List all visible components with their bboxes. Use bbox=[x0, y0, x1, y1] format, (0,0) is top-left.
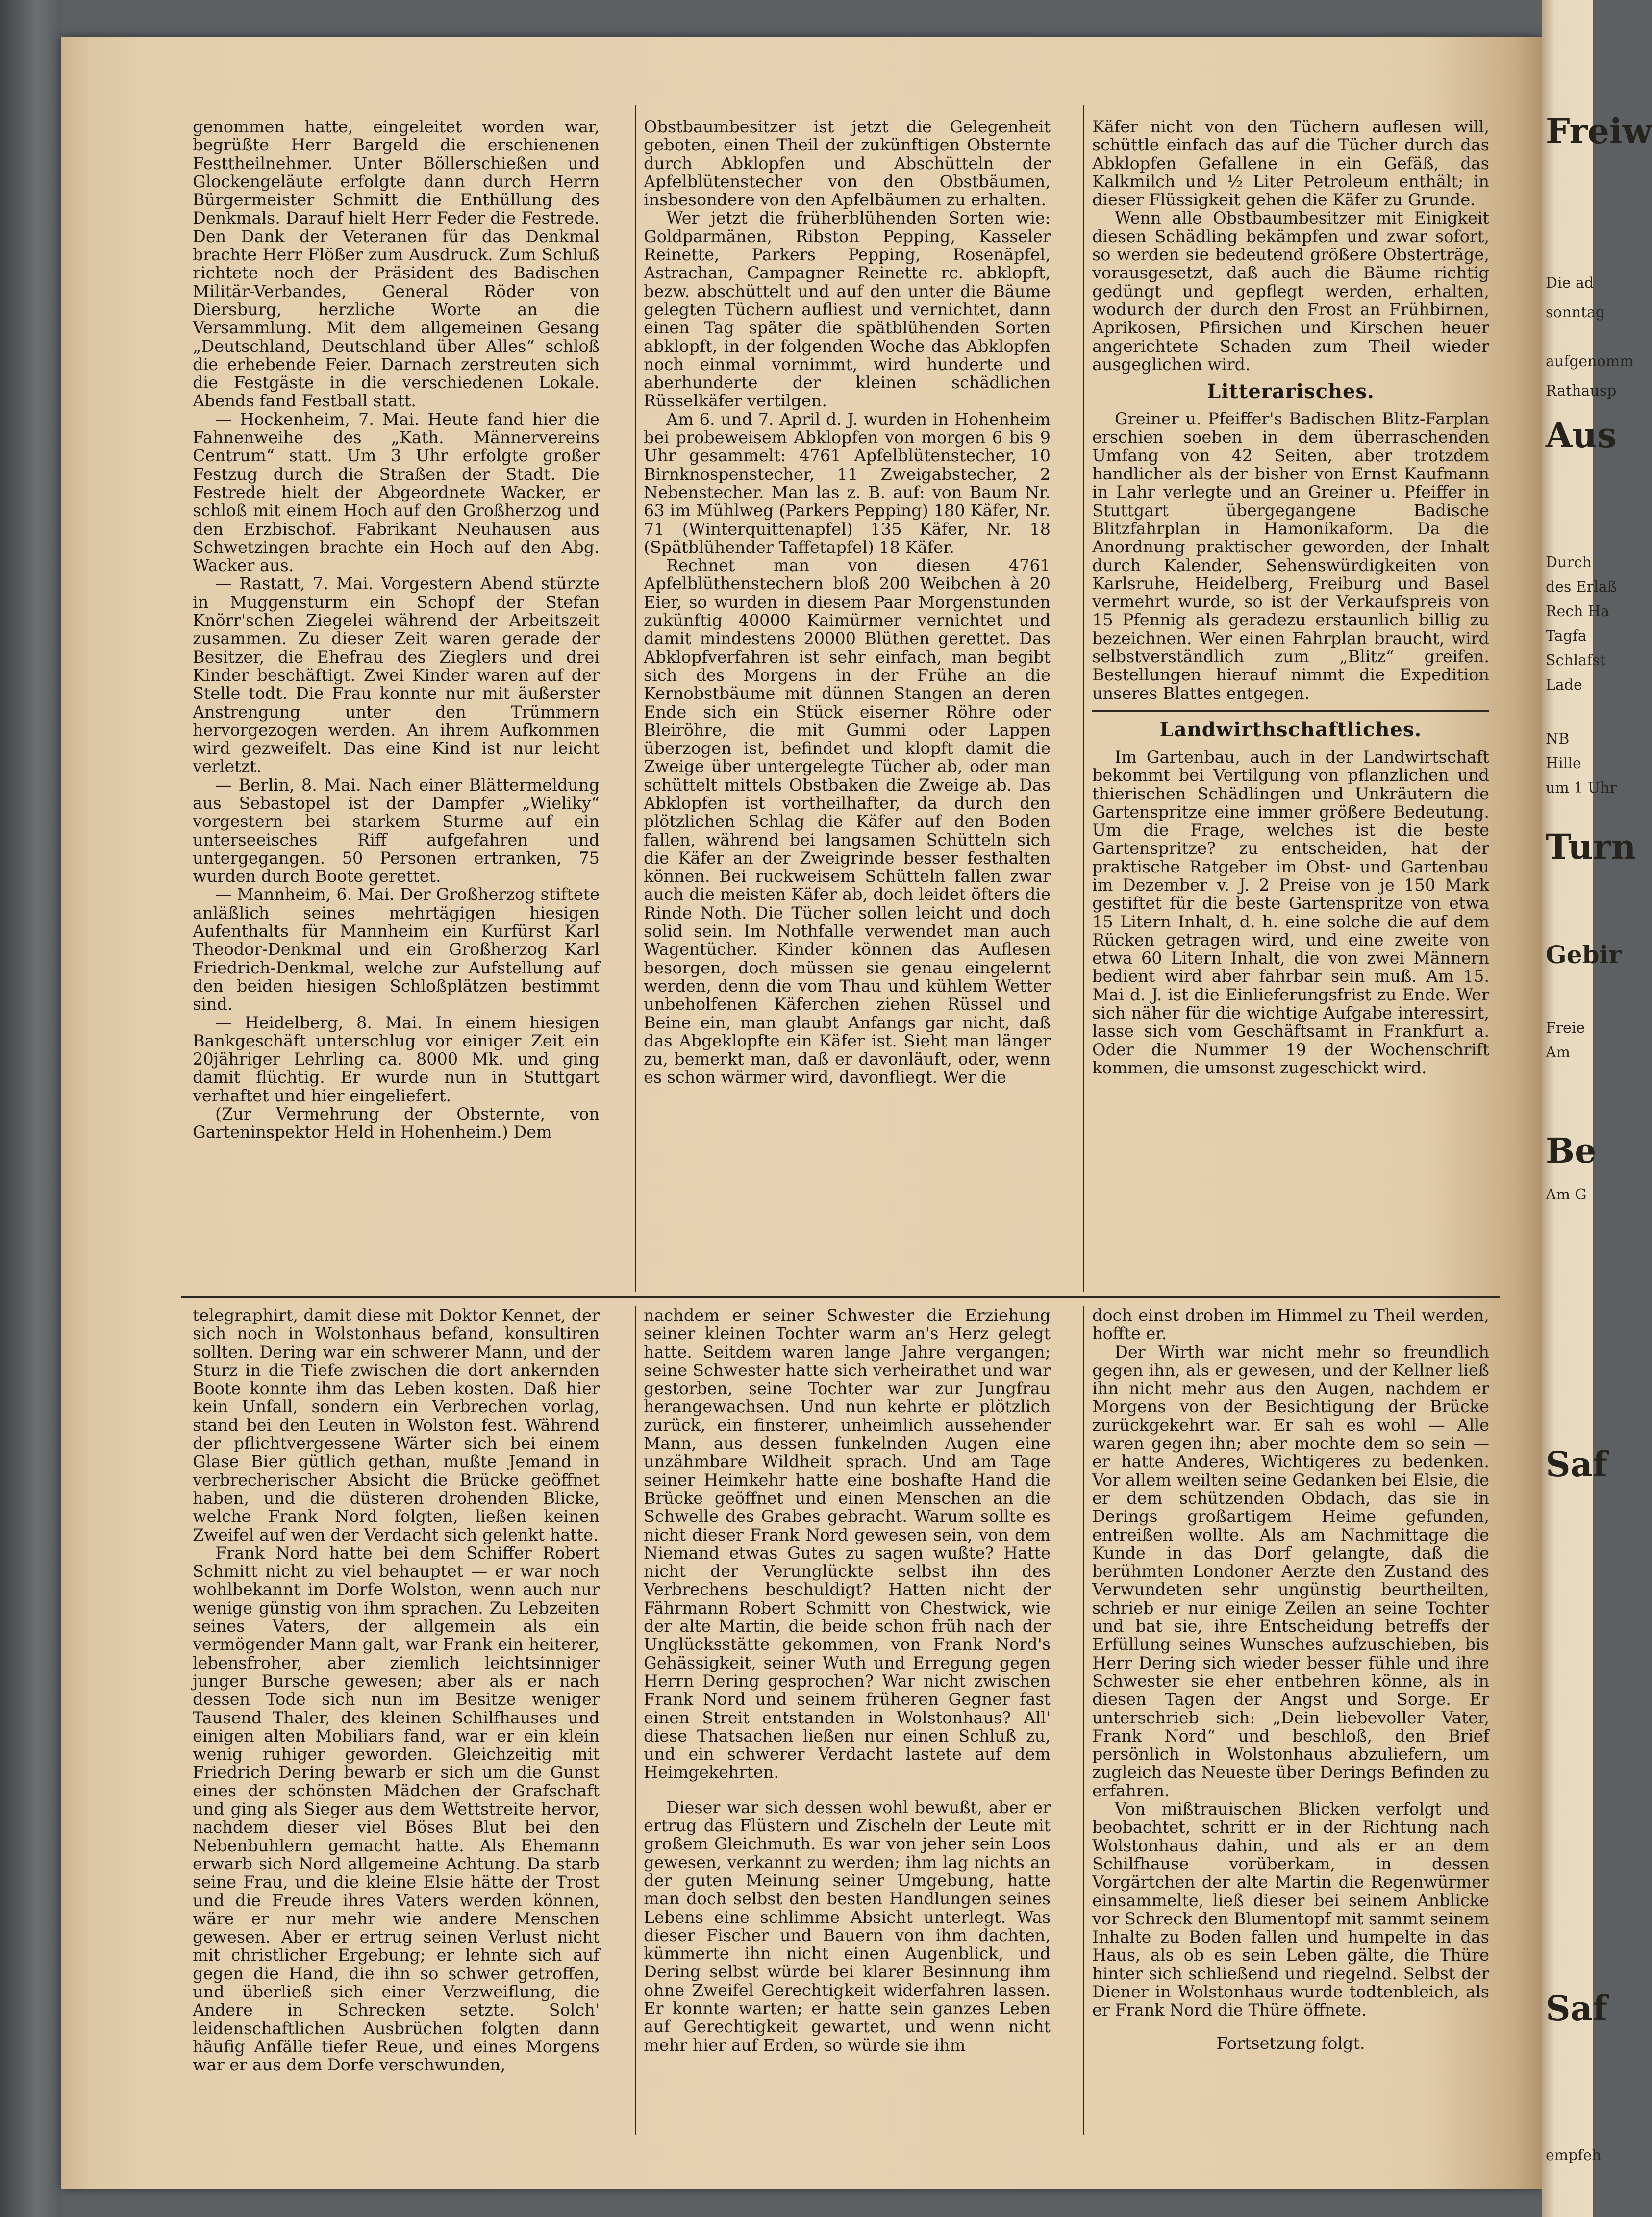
newspaper-page bbox=[61, 37, 1542, 2189]
top-col1-para: — Hockenheim, 7. Mai. Heute fand hier die Fahnenweihe des „Kath. Männervereins Centrum“ statt. Um 3 Uhr erfolgte großer Festzug durch die Straßen der Stadt. Die Festrede hielt der Abgeordnete Wacker, er schloß mit einem Hoch auf den Großherzog und den Erzbischof. Fabrikant Neuhausen aus Schwetzingen brachte ein Hoch auf den Abg. Wacker aus. bbox=[193, 409, 600, 575]
top-col2-para: Obstbaumbesitzer ist jetzt die Gelegenheit geboten, einen Theil der zukünftigen Obsternte durch Abklopfen und Abschütteln der Apfelblütenstecher von den Obstbäumen, insbesondere von den Apfelbäumen zu erhalten. bbox=[644, 117, 1051, 210]
next-page-fragment: Tagfa bbox=[1546, 627, 1587, 645]
next-page-fragment: Freiw bbox=[1546, 111, 1652, 151]
top-col2-para: Rechnet man von diesen 4761 Apfelblüthenstechern bloß 200 Weibchen à 20 Eier, so wurden in diesem Paar Morgenstunden zukünftig 40000 Kaimürmer vernichtet und damit mindestens 20000 Blüthen gerettet. Das Abklopfverfahren ist sehr einfach, man begibt sich des Morgens in der Frühe an die Kernobstbäume mit dünnen Stangen an deren Ende sich ein Stück eiserner Röhre oder Bleiröhre, die mit Gummi oder Lappen überzogen ist, befindet und klopft damit die Zweige über untergelegte Tücher ab, oder man schüttelt mittels Obstbaken die Zweige ab. Das Abklopfen ist vortheilhafter, da durch den plötzlichen Schlag die Käfer auf den Boden fallen, während bei langsamen Schütteln sich die Käfer an der Zweigrinde besser festhalten können. Bei ruckweisem Schütteln fallen zwar auch die meisten Käfer ab, doch leidet öfters die Rinde Noth. Die Tücher sollen leicht und doch solid sein. Im Nothfalle verwendet man auch Wagentücher. Kinder können das Auflesen besorgen, doch müssen sie genau eingelernt werden, denn die vom Thau und kühlem Wetter unbeholfenen Käferchen ziehen Rüssel und Beine ein, man glaubt Anfangs gar nicht, daß das Abgeklopfte ein Käfer ist. Sieht man länger zu, bemerkt man, daß er davonläuft, oder, wenn es schon wärmer wird, davonfliegt. Wer die bbox=[644, 556, 1051, 1087]
next-page-fragment: Durch bbox=[1546, 554, 1592, 571]
top-col1-para: (Zur Vermehrung der Obsternte, von Garteninspektor Held in Hohenheim.) Dem bbox=[193, 1104, 600, 1142]
next-page-fragment: Am bbox=[1546, 1044, 1571, 1061]
next-page-fragment: um 1 Uhr bbox=[1546, 779, 1617, 797]
bottom-col3-para: Der Wirth war nicht mehr so freundlich gegen ihn, als er gewesen, und der Kellner ließ ihn nicht mehr aus den Augen, nachdem er Morgens von der Besichtigung der Brücke zurückgekehrt war. Er sah es wohl — Alle waren gegen ihn; aber mochte dem so sein — er hatte Anderes, Wichtigeres zu bedenken. Vor allem weilten seine Gedanken bei Elsie, die er dem schützenden Obdach, das sie in Derings großartigem Heime gefunden, entreißen wollte. Als am Nachmittage die Kunde in das Dorf gelangte, daß die berühmten Londoner Aerzte den Zustand des Verwundeten sehr ungünstig beurtheilten, schrieb er nur einige Zeilen an seine Tochter und bat sie, ihre Entscheidung betreffs der Erfüllung seines Wunsches aufzuschieben, bis Herr Dering sich wieder besser fühle und ihre Schwester sie eher entbehren könne, als in diesen Tagen der Angst und Sorge. Er unterschrieb sich: „Dein liebevoller Vater, Frank Nord“ und beschloß, den Brief persönlich in Wolstonhaus abzuliefern, um zugleich das Neueste über Derings Befinden zu erfahren. bbox=[1092, 1342, 1489, 1800]
next-page-fragment: Die ad bbox=[1546, 274, 1594, 292]
next-page-fragment: des Erlaß bbox=[1546, 578, 1617, 596]
top-col3-para: Greiner u. Pfeiffer's Badischen Blitz-Farplan erschien soeben in dem überraschenden Umfang von 42 Seiten, aber trotzdem handlicher als der bisher von Ernst Kaufmann in Lahr verlegte und an Greiner u. Pfeiffer in Stuttgart übergegangene Badische Blitzfahrplan in Hamonikaform. Da die Anordnung praktischer geworden, der Inhalt durch Kalender, Sehenswürdigkeiten von Karlsruhe, Heidelberg, Freiburg und Basel vermehrt wurde, so ist der Verkaufspreis von 15 Pfennig als geradezu erstaunlich billig zu bezeichnen. Wer einen Fahrplan braucht, wird selbstverständlich zum „Blitz“ greifen. Bestellungen hierauf nimmt die Expedition unseres Blattes entgegen. bbox=[1092, 409, 1489, 703]
bottom-col3-para: Von mißtrauischen Blicken verfolgt und beobachtet, schritt er in der Richtung nach Wolstonhaus dahin, und als er an dem Schilfhause vorüberkam, in dessen Vorgärtchen der alte Martin die Regenwürmer einsammelte, ließ dieser bei seinem Anblicke vor Schreck den Blumentopf mit sammt seinem Inhalte zu Boden fallen und humpelte in das Haus, als ob es sein Leben gälte, die Thüre hinter sich schließend und riegelnd. Selbst der Diener in Wolstonhaus wurde todtenbleich, als er Frank Nord die Thüre öffnete. bbox=[1092, 1799, 1489, 2020]
next-page-fragment: Saf bbox=[1546, 1444, 1608, 1485]
continuation-note: Fortsetzung folgt. bbox=[1216, 2033, 1365, 2053]
next-page-fragment: Rech Ha bbox=[1546, 603, 1610, 620]
next-page-fragment: aufgenomm bbox=[1546, 353, 1634, 370]
adjacent-page-edge bbox=[1542, 0, 1652, 2217]
next-page-fragment: Rathausp bbox=[1546, 382, 1617, 399]
top-col3-para: Wenn alle Obstbaumbesitzer mit Einigkeit diesen Schädling bekämpfen und zwar sofort, so werden sie bedeutend größere Obsterträge, vorausgesetzt, daß auch die Bäume richtig gedüngt und gepflegt werden, erhalten, wodurch der durch den Frost an Frühbirnen, Aprikosen, Pfirsichen und Kirschen heuer angerichtete Schaden zum Theil wieder ausgeglichen wird. bbox=[1092, 208, 1489, 374]
top-column-1 bbox=[193, 118, 600, 1284]
top-col1-para: genommen hatte, eingeleitet worden war, begrüßte Herr Bargeld die erschienenen Festtheilnehmer. Unter Böllerschießen und Glockengeläute erfolgte dann durch Herrn Bürgermeister Schmitt die Enthüllung des Denkmals. Darauf hielt Herr Feder die Festrede. Den Dank der Veteranen für das Denkmal brachte Herr Flößer zum Ausdruck. Zum Schluß richtete noch der Präsident des Badischen Militär-Verbandes, General Röder von Diersburg, herzliche Worte an die Versammlung. Mit dem allgemeinen Gesang „Deutschland, Deutschland über Alles“ schloß die erhebende Feier. Darnach zerstreuten sich die Festgäste in die verschiedenen Lokale. Abends fand Festball statt. bbox=[193, 117, 600, 411]
top-column-2 bbox=[644, 118, 1051, 1284]
bottom-column-3 bbox=[1092, 1306, 1489, 2140]
next-page-fragment: Turn bbox=[1546, 826, 1636, 867]
bottom-column-1 bbox=[193, 1306, 600, 2140]
next-page-fragment: Lade bbox=[1546, 676, 1582, 694]
bottom-column-2 bbox=[644, 1306, 1051, 2140]
next-page-fragment: Aus bbox=[1546, 415, 1617, 455]
next-page-fragment: NB bbox=[1546, 730, 1570, 747]
top-col1-para: — Berlin, 8. Mai. Nach einer Blättermeldung aus Sebastopel ist der Dampfer „Wieliky“ vorgestern bei starkem Sturme auf ein unterseeisches Riff aufgefahren und untergegangen. 50 Personen ertranken, 75 wurden durch Boote gerettet. bbox=[193, 775, 600, 886]
next-page-fragment: Freie bbox=[1546, 1020, 1585, 1037]
top-col2-para: Am 6. und 7. April d. J. wurden in Hohenheim bei probeweisem Abklopfen von morgen 6 bis 9 Uhr gesammelt: 4761 Apfelblütenstecher, 10 Birnknospenstecher, 11 Zweigabstecher, 2 Nebenstecher. Man las z. B. auf: von Baum Nr. 63 im Mühlweg (Parkers Pepping) 180 Käfer, Nr. 71 (Winterquittenapfel) 135 Käfer, Nr. 18 (Spätblühender Taffetapfel) 18 Käfer. bbox=[644, 409, 1051, 557]
next-page-fragment: Schlafst bbox=[1546, 652, 1606, 669]
top-col1-para: — Heidelberg, 8. Mai. In einem hiesigen Bankgeschäft unterschlug vor einiger Zeit ein 20jähriger Lehrling ca. 8000 Mk. und ging damit flüchtig. Er wurde nun in Stuttgart verhaftet und hier eingeliefert. bbox=[193, 1013, 600, 1105]
column-rule bbox=[635, 105, 636, 1292]
column-rule bbox=[1083, 1306, 1084, 2135]
next-page-fragment: Saf bbox=[1546, 1988, 1608, 2029]
bottom-col1-para: telegraphirt, damit diese mit Doktor Kennet, der sich noch in Wolstonhaus befand, konsultiren sollten. Dering war ein schwerer Mann, und der Sturz in die Tiefe zwischen die dort ankernden Boote konnte ihm das Leben kosten. Daß hier kein Unfall, sondern ein Verbrechen vorlag, stand bei den Leuten in Wolston fest. Während der pflichtvergessene Wärter sich bei einem Glase Bier gütlich gethan, mußte Jemand in verbrecherischer Absicht die Brücke geöffnet haben, und die düsteren drohenden Blicke, welche Frank Nord folgten, ließen keinen Zweifel auf wen der Verdacht sich gelenkt hatte. bbox=[193, 1306, 600, 1544]
next-page-fragment: Be bbox=[1546, 1130, 1597, 1171]
feuilleton-rule bbox=[181, 1296, 1500, 1298]
section-heading-litterarisches: Litterarisches. bbox=[1207, 380, 1375, 403]
section-heading-landwirthschaftliches: Landwirthschaftliches. bbox=[1159, 718, 1422, 741]
next-page-fragment: sonntag bbox=[1546, 304, 1605, 321]
next-page-fragment: empfeh bbox=[1546, 2147, 1602, 2164]
bottom-col2-para: Dieser war sich dessen wohl bewußt, aber er ertrug das Flüstern und Zischeln der Leute mit großem Gleichmuth. Es war von jeher sein Loos gewesen, verkannt zu werden; ihm lag nichts an der guten Meinung seiner Umgebung, hatte man doch selbst den besten Handlungen seines Lebens eine schlimme Absicht unterlegt. Was dieser Fischer und Bauern von ihm dachten, kümmerte ihn nicht einen Augenblick, und Dering selbst würde bei klarer Besinnung ihm ohne Zweifel Gerechtigkeit widerfahren lassen. Er konnte warten; er hatte sein ganzes Leben auf Gerechtigkeit gewartet, und wenn nicht mehr hier auf Erden, so würde sie ihm bbox=[644, 1797, 1051, 2055]
top-column-3 bbox=[1092, 118, 1489, 1284]
bottom-col3-para: doch einst droben im Himmel zu Theil werden, hoffte er. bbox=[1092, 1306, 1489, 1344]
next-page-fragment: Hille bbox=[1546, 755, 1581, 772]
top-col3-para: Im Gartenbau, auch in der Landwirtschaft bekommt bei Vertilgung von pflanzlichen und thierischen Schädlingen und Unkräutern die Gartenspritze eine immer größere Bedeutung. Um die Frage, welches ist die beste Gartenspritze? zu entscheiden, hat der praktische Ratgeber im Obst- und Gartenbau im Dezember v. J. 2 Preise von je 150 Mark gestiftet für die beste Gartenspritze von etwa 15 Litern Inhalt, d. h. eine solche die auf dem Rücken getragen wird, und eine zweite von etwa 60 Litern Inhalt, die von zwei Männern bedient wird aber fahrbar sein muß. Am 15. Mai d. J. ist die Einlieferungsfrist zu Ende. Wer sich näher für die wichtige Aufgabe interessirt, lasse sich vom Geschäftsamt in Frankfurt a. Oder die Nummer 19 der Wochenschrift kommen, die umsonst zugeschickt wird. bbox=[1092, 747, 1489, 1077]
column-rule bbox=[635, 1306, 636, 2135]
top-col1-para: — Mannheim, 6. Mai. Der Großherzog stiftete anläßlich seines mehrtägigen hiesigen Aufenthalts für Mannheim ein Kurfürst Karl Theodor-Denkmal und ein Großherzog Karl Friedrich-Denkmal, welche zur Aufstellung auf den beiden hiesigen Schloßplätzen bestimmt sind. bbox=[193, 885, 600, 1014]
top-col1-para: — Rastatt, 7. Mai. Vorgestern Abend stürzte in Muggensturm ein Schopf der Stefan Knörr'schen Ziegelei während der Arbeitszeit zusammen. Zu dieser Zeit waren gerade der Besitzer, die Ehefrau des Zieglers und drei Kinder beschäftigt. Zwei Kinder waren auf der Stelle todt. Die Frau konnte nur mit äußerster Anstrengung unter den Trümmern hervorgezogen werden. An ihrem Aufkommen wird gezweifelt. Das eine Kind ist nur leicht verletzt. bbox=[193, 574, 600, 776]
next-page-fragment: Am G bbox=[1546, 1186, 1587, 1203]
next-page-fragment: Gebir bbox=[1546, 940, 1622, 969]
column-rule bbox=[1083, 105, 1084, 1292]
bottom-col1-para: Frank Nord hatte bei dem Schiffer Robert Schmitt nicht zu viel behauptet — er war noch wohlbekannt im Dorfe Wolston, wenn auch nur wenige günstig von ihm sprachen. Zu Lebzeiten seines Vaters, der allgemein als ein vermögender Mann galt, war Frank ein heiterer, lebensfroher, aber ziemlich leichtsinniger junger Bursche gewesen; aber als er nach dessen Tode sich nun im Besitze weniger Tausend Thaler, des kleinen Schilfhauses und einigen alten Mobiliars fand, war er ein klein wenig ruhiger geworden. Gleichzeitig mit Friedrich Dering bewarb er sich um die Gunst eines der schönsten Mädchen der Grafschaft und ging als Sieger aus dem Wettstreite hervor, nachdem dieser viel Böses Blut bei den Nebenbuhlern gemacht hatte. Als Ehemann erwarb sich Nord allgemeine Achtung. Da starb seine Frau, und die kleine Elsie hätte der Trost und die Freude ihres Vaters werden können, wäre er nur mehr wie andere Menschen gewesen. Aber er ertrug seinen Verlust nicht mit christlicher Ergebung; er lehnte sich auf gegen die Hand, die ihn so schwer getroffen, und überließ sich einer Verzweiflung, die Andere in Schrecken setzte. Solch' leidenschaftlichen Ausbrüchen folgten dann häufig Anfälle tiefer Reue, und eines Morgens war er aus dem Dorfe verschwunden, bbox=[193, 1543, 600, 2075]
bottom-col2-para: nachdem er seiner Schwester die Erziehung seiner kleinen Tochter warm an's Herz gelegt hatte. Seitdem waren lange Jahre vergangen; seine Schwester hatte sich verheirathet und war gestorben, seine Tochter war zur Jungfrau herangewachsen. Und nun kehrte er plötzlich zurück, ein finsterer, unheimlich aussehender Mann, aus dessen funkelnden Augen eine unzähmbare Wildheit sprach. Und am Tage seiner Heimkehr hatte eine boshafte Hand die Brücke geöffnet und einen Menschen an die Schwelle des Grabes gebracht. Warum sollte es nicht dieser Frank Nord gewesen sein, von dem Niemand etwas Gutes zu sagen wußte? Hatte nicht der Verunglückte selbst ihn des Verbrechens beschuldigt? Hatten nicht der Fährmann Robert Schmitt von Chestwick, wie der alte Martin, die beide schon früh nach der Unglücksstätte gekommen, von Frank Nord's Gehässigkeit, seiner Wuth und Erregung gegen Herrn Dering gesprochen? War nicht zwischen Frank Nord und seinem früheren Gegner fast einen Streit entstanden in Wolstonhaus? All' diese Thatsachen ließen nur einen Schluß zu, und ein schwerer Verdacht lastete auf dem Heimgekehrten. bbox=[644, 1306, 1051, 1782]
top-col3-para: Käfer nicht von den Tüchern auflesen will, schüttle einfach das auf die Tücher durch das Abklopfen Gefallene in ein Gefäß, das Kalkmilch und ½ Liter Petroleum enthält; in dieser Flüssigkeit gehen die Käfer zu Grunde. bbox=[1092, 117, 1489, 210]
section-divider bbox=[1092, 710, 1489, 712]
top-col2-para: Wer jetzt die früherblühenden Sorten wie: Goldparmänen, Ribston Pepping, Kasseler Reinette, Parkers Pepping, Rosenäpfel, Astrachan, Campagner Reinette rc. abklopft, bezw. abschüttelt und auf den unter die Bäume gelegten Tüchern aufliest und vernichtet, dann einen Tag später die spätblühenden Sorten abklopft, in der folgenden Woche das Abklopfen noch einmal vornimmt, wird hunderte und aberhunderte der kleinen schädlichen Rüsselkäfer vertilgen. bbox=[644, 208, 1051, 411]
book-binding bbox=[0, 0, 61, 2217]
